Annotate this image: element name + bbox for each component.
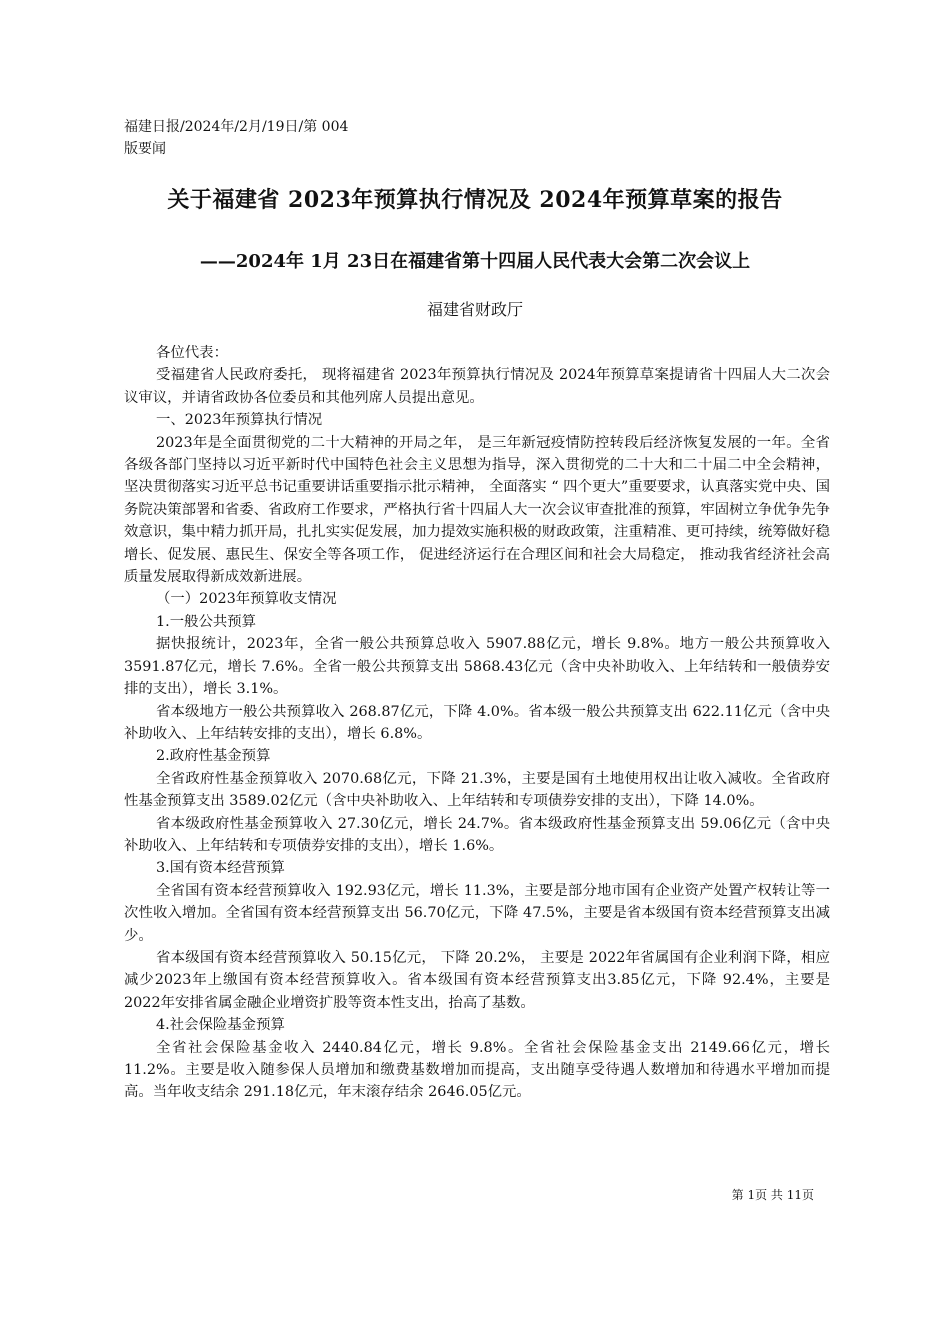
paragraph: 省本级地方一般公共预算收入 268.87亿元，下降 4.0%。省本级一般公共预算支出 622.11亿元（含中央补助收入、上年结转安排的支出），增长 6.8%。	[124, 703, 830, 742]
paragraph: 全省社会保险基金收入 2440.84亿元，增长 9.8%。全省社会保险基金支出 2149.66亿元，增长 11.2%。主要是收入随参保人员增加和缴费基数增加而提高，支出随享受待遇人数增加和待遇水平增加而提高。当年收支结余 291.18亿元，年末滚存结余 2646.05亿元。	[124, 1039, 830, 1101]
document-title: 关于福建省 2023年预算执行情况及 2024年预算草案的报告	[167, 187, 783, 213]
subsection-heading: 4.社会保险基金预算	[156, 1017, 285, 1034]
paragraph: 全省国有资本经营预算收入 192.93亿元，增长 11.3%，主要是部分地市国有企业资产处置产权转让等一次性收入增加。全省国有资本经营预算支出 56.70亿元，下降 47.5%，主要是省本级国有资本经营预算支出减少。	[124, 882, 830, 944]
paragraph: 2023年是全面贯彻党的二十大精神的开局之年， 是三年新冠疫情防控转段后经济恢复发展的一年。全省各级各部门坚持以习近平新时代中国特色社会主义思想为指导，深入贯彻党的二十大和二十届二中全会精神， 坚决贯彻落实习近平总书记重要讲话重要指示批示精神， 全面落实 “ 四个更大”重要要求，认真落实党中央、国务院决策部署和省委、省政府工作要求，严格执行省十四届人大一次会议审查批准的预算，牢固树立争优争先争效意识，集中精力抓开局，扎扎实实促发展，加力提效实施积极的财政政策，注重精准、更可持续，统筹做好稳增长、促发展、惠民生、保安全等各项工作， 促进经济运行在合理区间和社会大局稳定， 推动我省经济社会高质量发展取得新成效新进展。	[124, 434, 830, 586]
subsection-heading: 1.一般公共预算	[156, 613, 257, 630]
paragraph: 各位代表：	[156, 345, 228, 361]
document-body	[124, 342, 830, 1104]
paragraph: 省本级政府性基金预算收入 27.30亿元，增长 24.7%。省本级政府性基金预算支出 59.06亿元（含中央补助收入、上年结转和专项债券安排的支出），增长 1.6%。	[124, 815, 830, 854]
document-author: 福建省财政厅	[426, 300, 523, 319]
subsection-heading: 3.国有资本经营预算	[156, 860, 285, 877]
section-heading: 一、2023年预算执行情况	[156, 412, 323, 429]
paragraph: 省本级国有资本经营预算收入 50.15亿元， 下降 20.2%， 主要是 2022年省属国有企业利润下降，相应减少2023年上缴国有资本经营预算收入。省本级国有资本经营预算支出3.85亿元，下降 92.4%，主要是 2022年安排省属金融企业增资扩股等资本性支出，抬高了基数。	[124, 949, 830, 1011]
document-subtitle: ——2024年 1月 23日在福建省第十四届人民代表大会第二次会议上	[199, 251, 751, 272]
page-footer: 第 1页 共 11页	[731, 1188, 814, 1202]
source-line-1: 福建日报/2024年/2月/19日/第 004	[124, 119, 349, 135]
source-line	[124, 116, 424, 160]
subsection-heading: 2.政府性基金预算	[156, 748, 271, 765]
subsection-heading: （一）2023年预算收支情况	[156, 591, 337, 608]
source-line-2: 版要闻	[124, 141, 166, 157]
paragraph: 据快报统计，2023年，全省一般公共预算总收入 5907.88亿元，增长 9.8%。地方一般公共预算收入 3591.87亿元，增长 7.6%。全省一般公共预算支出 5868.43亿元（含中央补助收入、上年结转和一般债券安排的支出），增长 3.1%。	[124, 636, 830, 698]
paragraph: 全省政府性基金预算收入 2070.68亿元，下降 21.3%，主要是国有土地使用权出让收入减收。全省政府性基金预算支出 3589.02亿元（含中央补助收入、上年结转和专项债券安排的支出），下降 14.0%。	[124, 770, 830, 810]
paragraph: 受福建省人民政府委托， 现将福建省 2023年预算执行情况及 2024年预算草案提请省十四届人大二次会议审议，并请省政协各位委员和其他列席人员提出意见。	[124, 367, 830, 406]
